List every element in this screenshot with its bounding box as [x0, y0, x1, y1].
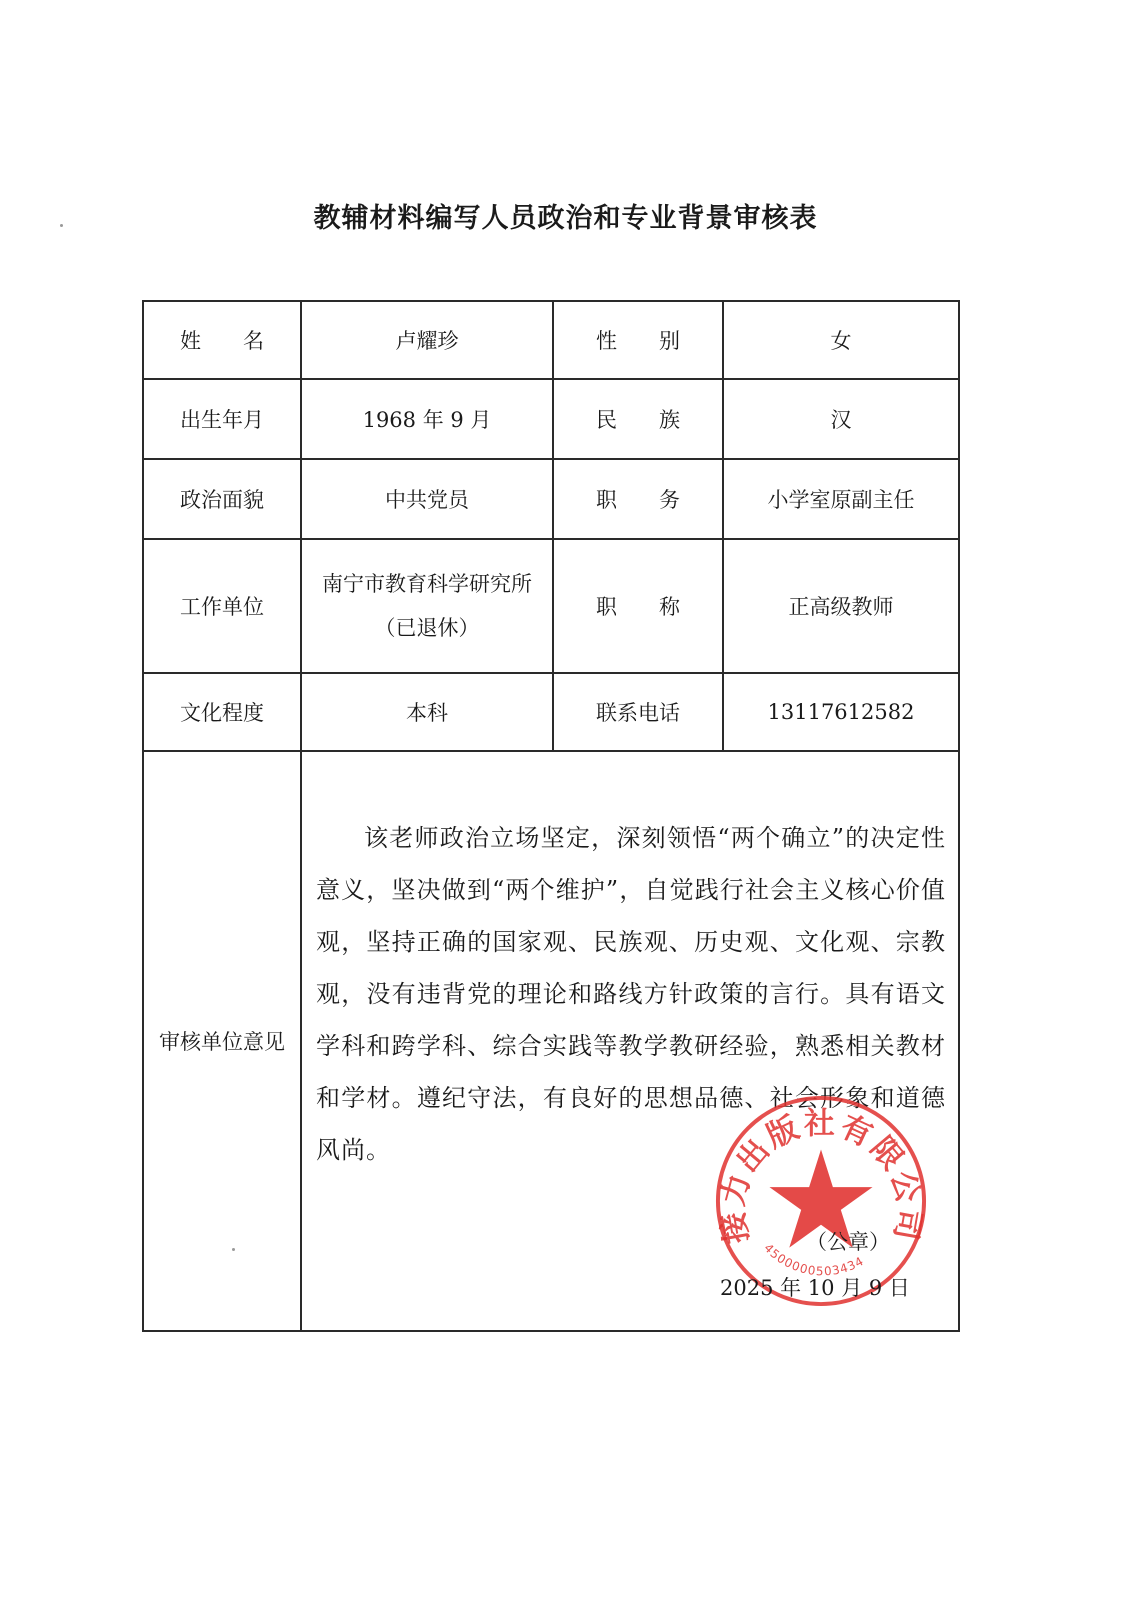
value-education: 本科 [301, 673, 553, 751]
label-gender: 性 别 [553, 301, 723, 379]
value-phone: 13117612582 [723, 673, 959, 751]
value-birth: 1968 年 9 月 [301, 379, 553, 459]
review-form-table [142, 300, 960, 1332]
label-title: 职 称 [553, 539, 723, 673]
seal-label: （公章） [806, 1230, 890, 1254]
seal-code-text: 4500000503434 [761, 1240, 867, 1279]
row-workplace [143, 539, 959, 673]
label-phone: 联系电话 [553, 673, 723, 751]
workplace-line2: （已退休） [374, 616, 480, 640]
row-birth [143, 379, 959, 459]
form-title: 教辅材料编写人员政治和专业背景审核表 [313, 203, 818, 234]
scan-speck [232, 1248, 235, 1251]
value-name: 卢耀珍 [301, 301, 553, 379]
value-workplace [301, 539, 553, 673]
value-title: 正高级教师 [723, 539, 959, 673]
row-political [143, 459, 959, 539]
workplace-line1: 南宁市教育科学研究所 [322, 572, 532, 596]
row-education [143, 673, 959, 751]
label-review: 审核单位意见 [143, 751, 301, 1331]
label-education: 文化程度 [143, 673, 301, 751]
value-position: 小学室原副主任 [723, 459, 959, 539]
row-review [143, 751, 959, 1331]
review-opinion-text: 该老师政治立场坚定，深刻领悟“两个确立”的决定性意义，坚决做到“两个维护”，自觉践行社会主义核心价值观，坚持正确的国家观、民族观、历史观、文化观、宗教观，没有违背党的理论和路线方针政策的言行。具有语文学科和跨学科、综合实践等教学教研经验，熟悉相关教材和学材。遵纪守法，有良好的思想品德、社会形象和道德风尚。 [316, 824, 946, 1164]
label-birth: 出生年月 [143, 379, 301, 459]
review-opinion-cell [301, 751, 959, 1331]
review-date: 2025 年 10 月 9 日 [720, 1276, 910, 1300]
value-ethnicity: 汉 [723, 379, 959, 459]
seal-name-text: 接力出版社有限公司 [714, 1105, 928, 1246]
value-political: 中共党员 [301, 459, 553, 539]
scan-speck [60, 224, 63, 227]
label-position: 职 务 [553, 459, 723, 539]
label-workplace: 工作单位 [143, 539, 301, 673]
value-gender: 女 [723, 301, 959, 379]
row-name [143, 301, 959, 379]
label-name: 姓 名 [143, 301, 301, 379]
label-ethnicity: 民 族 [553, 379, 723, 459]
label-political: 政治面貌 [143, 459, 301, 539]
